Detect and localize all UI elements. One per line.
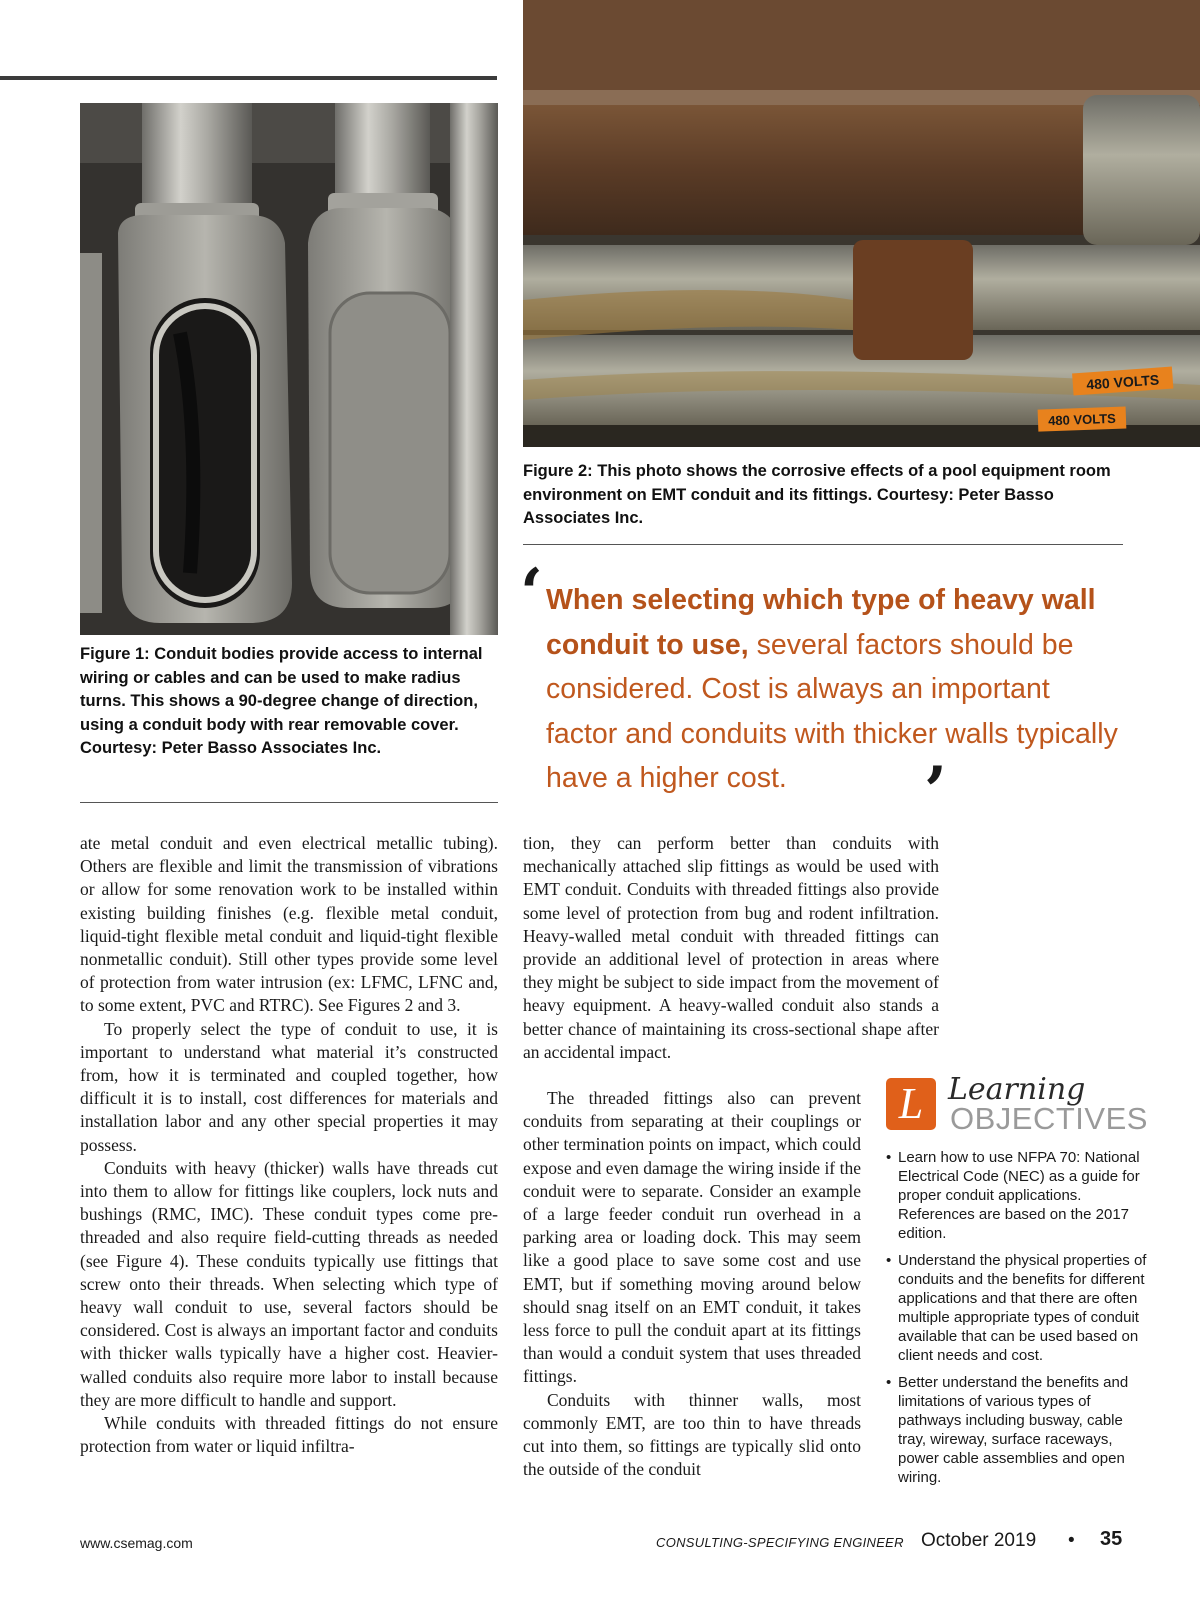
bullet-marker: • — [886, 1149, 892, 1166]
body-column-right-bottom — [523, 1087, 861, 1481]
pull-quote — [546, 578, 1126, 801]
figure1-rule — [80, 802, 498, 803]
body-column-left — [80, 832, 498, 1458]
learning-objectives-title: OBJECTIVES — [950, 1101, 1148, 1136]
voltage-label-b: 480 VOLTS — [1047, 410, 1117, 429]
figure2-rule — [523, 544, 1123, 545]
pull-quote-close-mark: ’ — [924, 752, 947, 830]
learning-objective-item — [886, 1148, 1148, 1243]
body-paragraph: tion, they can perform better than conduits with mechanically attached slip fittings as would be used with EMT conduit. Conduits with threaded fittings also provide some level of protection from bug and rodent infiltration. Heavy-walled metal conduit with threaded fittings can provide an additional level of protection in areas where they might be subject to side impact from the movement of heavy equipment. A heavy-walled conduit also stands a better chance of maintaining its cross-sectional shape after an accidental impact. — [523, 833, 939, 1062]
learning-objective-item — [886, 1251, 1148, 1365]
learning-objectives-badge: L — [886, 1078, 936, 1130]
footer-url[interactable]: www.csemag.com — [80, 1535, 193, 1551]
learning-objectives-title-script: Learning — [948, 1072, 1086, 1107]
footer-date: October 2019 — [921, 1530, 1037, 1551]
body-paragraph: The threaded fittings also can prevent conduits from separating at their couplings or other termination points on impact, which could expose and even damage the wiring inside if the conduit were to separate. Consider an example of a large feeder conduit run overhead in a parking area or loading dock. This may seem like a good place to save some cost and use EMT, but if something moving around below should snag itself on an EMT conduit, it takes less force to pull the conduit apart at its fittings than would a conduit system that uses threaded fittings. — [523, 1088, 861, 1387]
learning-objective-text: Better understand the benefits and limitations of various types of pathways including busway, cable tray, wireway, surface raceways, power cable assemblies and open wiring. — [898, 1374, 1129, 1486]
learning-objectives-list — [886, 1148, 1148, 1495]
learning-objective-item — [886, 1373, 1148, 1487]
figure2-illustration — [523, 0, 1200, 447]
body-paragraph: While conduits with threaded fittings do not ensure protection from water or liquid infiltra- — [80, 1413, 498, 1457]
pull-quote-open-mark: ‘ — [520, 554, 543, 632]
bullet-marker: • — [886, 1374, 892, 1391]
body-paragraph: ate metal conduit and even electrical metallic tubing). Others are flexible and limit the transmission of vibrations or allow for some renovation work to be installed within existing building finishes (e.g. flexible metal conduit, liquid-tight flexible metal conduit and liquid-tight flexible nonmetallic conduit). Still other types provide some level of protection from water intrusion (ex: LFMC, LFNC and, to some extent, PVC and RTRC). See Figures 2 and 3. — [80, 833, 498, 1016]
figure1-photo — [80, 103, 498, 635]
pull-quote-rest: several factors should be considered. Cost is always an important factor and conduits with thicker walls typically have a higher cost. — [546, 628, 1118, 794]
learning-objective-text: Understand the physical properties of conduits and the benefits for different applications and that there are often multiple appropriate types of conduit available that can be used based on client needs and cost. — [898, 1252, 1147, 1364]
footer-publication: CONSULTING-SPECIFYING ENGINEER — [656, 1535, 904, 1550]
figure1-caption: Figure 1: Conduit bodies provide access to internal wiring or cables and can be used to make radius turns. This shows a 90-degree change of direction, using a conduit body with rear removable cover. Courtesy: Peter Basso Associates Inc. — [80, 645, 483, 757]
body-paragraph: Conduits with heavy (thicker) walls have threads cut into them to allow for fittings like couplers, lock nuts and bushings (RMC, IMC). These conduit types come pre-threaded and also require field-cutting threads as needed (see Figure 4). These conduits typically use fittings that screw onto their threads. When selecting which type of heavy wall conduit to use, several factors should be considered. Cost is always an important factor and conduits with thicker walls typically have a higher cost. Heavier-walled conduits also require more labor to install because they are more difficult to handle and support. — [80, 1157, 498, 1410]
page-number: 35 — [1100, 1528, 1123, 1550]
pull-quote-bold: When selecting which type of heavy wall conduit to use, — [546, 584, 1096, 661]
voltage-label-a: 480 VOLTS — [1085, 371, 1160, 393]
footer-separator: • — [1068, 1530, 1075, 1551]
learning-objective-text: Learn how to use NFPA 70: National Electrical Code (NEC) as a guide for proper conduit applications. References are based on the 2017 edition. — [898, 1149, 1140, 1242]
figure2-caption: Figure 2: This photo shows the corrosive effects of a pool equipment room environment on EMT conduit and its fittings. Courtesy: Peter Basso Associates Inc. — [523, 462, 1111, 527]
bullet-marker: • — [886, 1252, 892, 1269]
body-column-right-top — [523, 832, 939, 1064]
figure1-illustration — [80, 103, 498, 635]
body-paragraph: To properly select the type of conduit to use, it is important to understand what material it’s constructed from, how it is terminated and coupled together, how difficult it is to install, cost differences for materials and installation labor and any other special properties it may possess. — [80, 1018, 498, 1155]
figure2-photo — [523, 0, 1200, 447]
body-paragraph: Conduits with thinner walls, most commonly EMT, are too thin to have threads cut into them, so fittings are typically slid onto the outside of the conduit — [523, 1389, 861, 1480]
header-rule — [0, 76, 497, 80]
